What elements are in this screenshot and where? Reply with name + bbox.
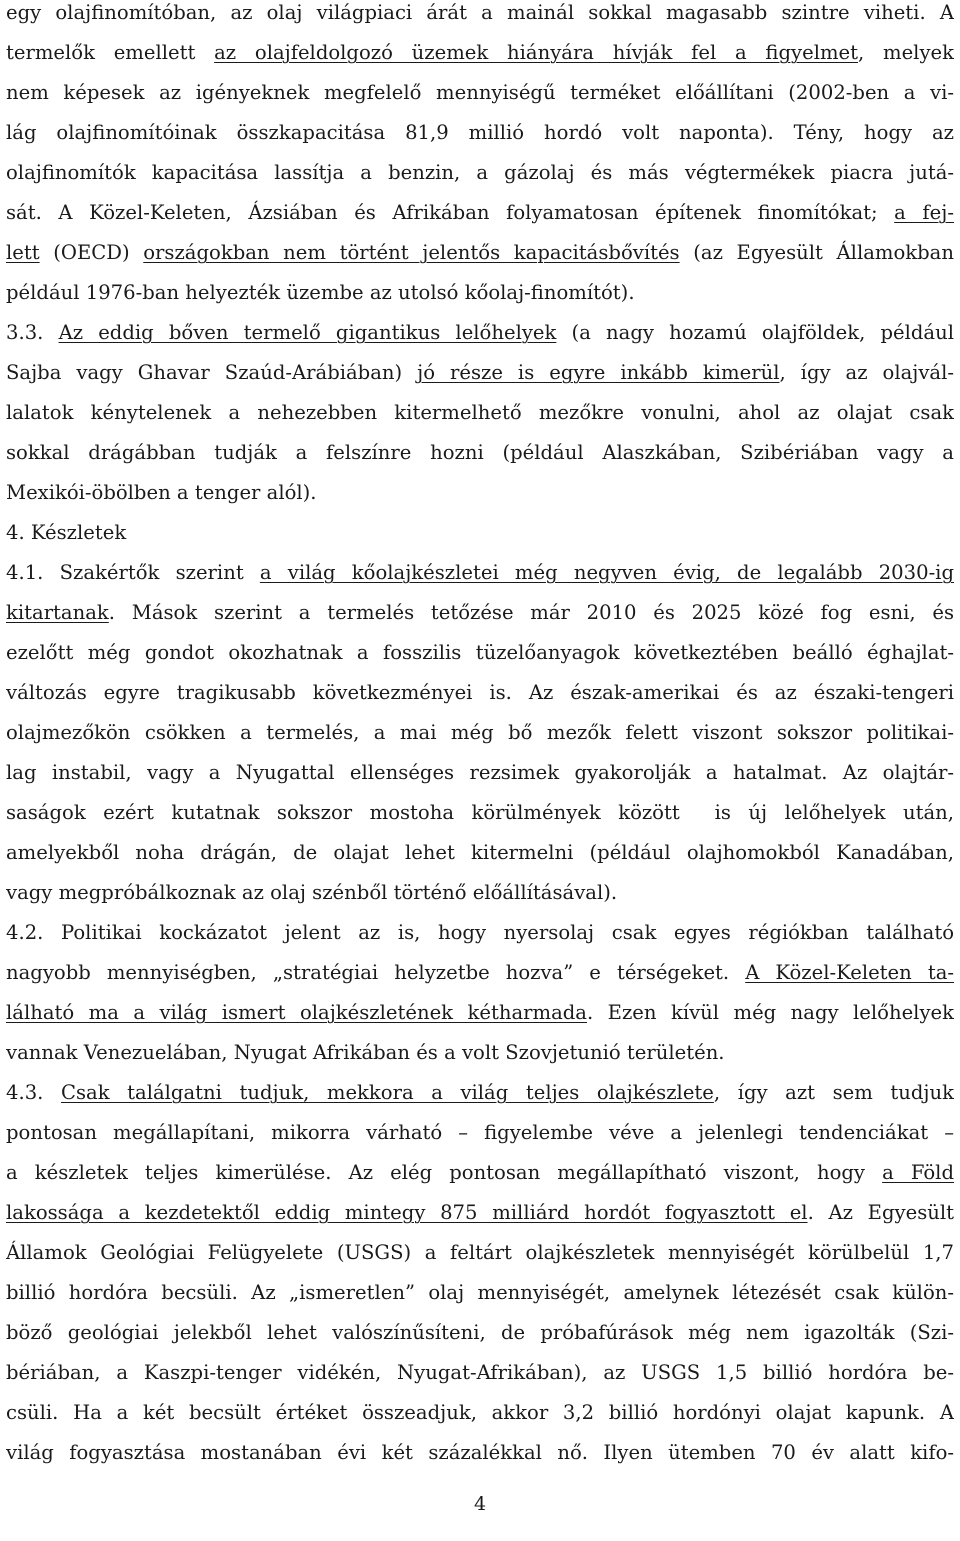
text-segment: világ fogyasztása mostanában évi két százalékkal nő. Ilyen ütemben 70 év alatt kifo-: [6, 1441, 954, 1464]
text-segment: 4.2. Politikai kockázatot jelent az is, hogy nyersolaj csak egyes régiókban található: [6, 921, 954, 944]
underlined-text: országokban nem történt jelentős kapacitásbővítés: [143, 241, 680, 264]
text-line: [6, 833, 954, 873]
text-line: [6, 393, 954, 433]
text-line: [6, 1193, 954, 1233]
text-line: [6, 1273, 954, 1313]
body-text: [6, 0, 954, 1473]
underlined-text: Az eddig bőven termelő gigantikus lelőhelyek: [58, 321, 557, 344]
text-segment: egy olajfinomítóban, az olaj világpiaci árát a mainál sokkal magasabb szintre viheti. A: [6, 1, 954, 24]
text-line: [6, 993, 954, 1033]
text-segment: billió hordóra becsüli. Az „ismeretlen” olaj mennyiségét, amelynek létezését csak külön-: [6, 1281, 954, 1304]
text-line: [6, 633, 954, 673]
text-line: [6, 233, 954, 273]
text-segment: pontosan megállapítani, mikorra várható – figyelembe véve a jelenlegi tendenciákat –: [6, 1121, 954, 1144]
text-line: [6, 1113, 954, 1153]
text-line: [6, 673, 954, 713]
text-line: [6, 753, 954, 793]
text-line: [6, 353, 954, 393]
text-segment: (az Egyesült Államokban: [679, 241, 954, 264]
underlined-text: az olajfeldolgozó üzemek hiányára hívják fel a figyelmet: [214, 41, 859, 64]
text-line: [6, 1313, 954, 1353]
text-segment: (OECD): [39, 241, 144, 264]
text-segment: sát. A Közel-Keleten, Ázsiában és Afrikában folyamatosan építenek finomítókat;: [6, 201, 895, 224]
text-line: [6, 1393, 954, 1433]
text-line: [6, 273, 954, 313]
text-segment: , így az olajvál-: [779, 361, 954, 384]
underlined-text: lakossága a kezdetektől eddig mintegy 875 milliárd hordót fogyasztott el: [6, 1201, 808, 1224]
text-line: [6, 593, 954, 633]
underlined-text: A Közel-Keleten ta-: [745, 961, 954, 984]
text-segment: . Az Egyesült: [807, 1201, 954, 1224]
underlined-text: kitartanak: [6, 601, 109, 624]
text-line: [6, 553, 954, 593]
text-line: [6, 1033, 954, 1073]
text-segment: (a nagy hozamú olajföldek, például: [556, 321, 954, 344]
text-line: [6, 1073, 954, 1113]
underlined-text: a világ kőolajkészletei még negyven évig, de legalább 2030-ig: [259, 561, 954, 584]
text-segment: vagy megpróbálkoznak az olaj szénből történő előállításával).: [6, 881, 618, 904]
text-segment: lag instabil, vagy a Nyugattal ellenséges rezsimek gyakorolják a hatalmat. Az olajtár-: [6, 761, 954, 784]
text-segment: . Mások szerint a termelés tetőzése már 2010 és 2025 közé fog esni, és: [108, 601, 954, 624]
text-segment: csüli. Ha a két becsült értéket összeadjuk, akkor 3,2 billió hordónyi olajat kapunk. A: [6, 1401, 954, 1424]
text-segment: például 1976-ban helyezték üzembe az utolsó kőolaj-finomítót).: [6, 281, 635, 304]
text-segment: termelők emellett: [6, 41, 215, 64]
text-segment: ezelőtt még gondot okozhatnak a fosszilis tüzelőanyagok következtében beálló éghajlat-: [6, 641, 954, 664]
text-segment: lalatok kénytelenek a nehezebben kitermelhető mezőkre vonulni, ahol az olajat csak: [6, 401, 954, 424]
underlined-text: lálható ma a világ ismert olajkészletének kétharmada: [6, 1001, 587, 1024]
text-line: [6, 793, 954, 833]
text-segment: sokkal drágábban tudják a felszínre hozni (például Alaszkában, Szibériában vagy a: [6, 441, 954, 464]
text-segment: . Ezen kívül még nagy lelőhelyek: [586, 1001, 954, 1024]
text-segment: bériában, a Kaszpi-tenger vidékén, Nyugat-Afrikában), az USGS 1,5 billió hordóra be-: [6, 1361, 954, 1384]
text-segment: Sajba vagy Ghavar Szaúd-Arábiában): [6, 361, 418, 384]
section-heading: [6, 513, 954, 553]
text-line: [6, 193, 954, 233]
text-line: [6, 313, 954, 353]
text-segment: , melyek: [858, 41, 954, 64]
text-segment: a készletek teljes kimerülése. Az elég pontosan megállapítható viszont, hogy: [6, 1161, 883, 1184]
text-line: [6, 433, 954, 473]
text-segment: nem képesek az igényeknek megfelelő mennyiségű terméket előállítani (2002-ben a vi-: [6, 81, 954, 104]
underlined-text: jó része is egyre inkább kimerül: [417, 361, 780, 384]
text-segment: olajmezőkön csökken a termelés, a mai még bő mezők felett viszont sokszor politikai-: [6, 721, 954, 744]
text-segment: saságok ezért kutatnak sokszor mostoha körülmények között is új lelőhelyek után,: [6, 801, 954, 824]
underlined-text: a fej-: [894, 201, 954, 224]
text-line: [6, 1433, 954, 1473]
underlined-text: lett: [6, 241, 40, 264]
text-line: [6, 33, 954, 73]
text-segment: 3.3.: [6, 321, 59, 344]
text-segment: nagyobb mennyiségben, „stratégiai helyzetbe hozva” e térségeket.: [6, 961, 746, 984]
text-line: [6, 1233, 954, 1273]
text-line: [6, 473, 954, 513]
text-segment: 4. Készletek: [6, 521, 127, 544]
text-segment: böző geológiai jelekből lehet valószínűsíteni, de próbafúrások még nem igazolták (Szi-: [6, 1321, 954, 1344]
text-segment: amelyekből noha drágán, de olajat lehet kitermelni (például olajhomokból Kanadában,: [6, 841, 954, 864]
underlined-text: Csak találgatni tudjuk, mekkora a világ teljes olajkészlete: [60, 1081, 714, 1104]
text-line: [6, 873, 954, 913]
text-segment: vannak Venezuelában, Nyugat Afrikában és a volt Szovjetunió területén.: [6, 1041, 725, 1064]
text-segment: 4.1. Szakértők szerint: [6, 561, 260, 584]
text-segment: Államok Geológiai Felügyelete (USGS) a feltárt olajkészletek mennyiségét körülbelül 1,7: [6, 1241, 954, 1264]
text-line: [6, 113, 954, 153]
text-line: [6, 1353, 954, 1393]
text-line: [6, 73, 954, 113]
text-line: [6, 0, 954, 33]
text-segment: olajfinomítók kapacitása lassítja a benzin, a gázolaj és más végtermékek piacra jutá-: [6, 161, 954, 184]
text-line: [6, 953, 954, 993]
text-segment: , így azt sem tudjuk: [713, 1081, 954, 1104]
text-line: [6, 913, 954, 953]
text-segment: lág olajfinomítóinak összkapacitása 81,9 millió hordó volt naponta). Tény, hogy az: [6, 121, 954, 144]
underlined-text: a Föld: [882, 1161, 954, 1184]
text-line: [6, 153, 954, 193]
text-line: [6, 713, 954, 753]
page-number: 4: [473, 1493, 487, 1515]
text-line: [6, 1153, 954, 1193]
text-segment: 4.3.: [6, 1081, 61, 1104]
text-segment: Mexikói-öbölben a tenger alól).: [6, 481, 317, 504]
text-segment: változás egyre tragikusabb következményei is. Az észak-amerikai és az északi-tengeri: [6, 681, 954, 704]
